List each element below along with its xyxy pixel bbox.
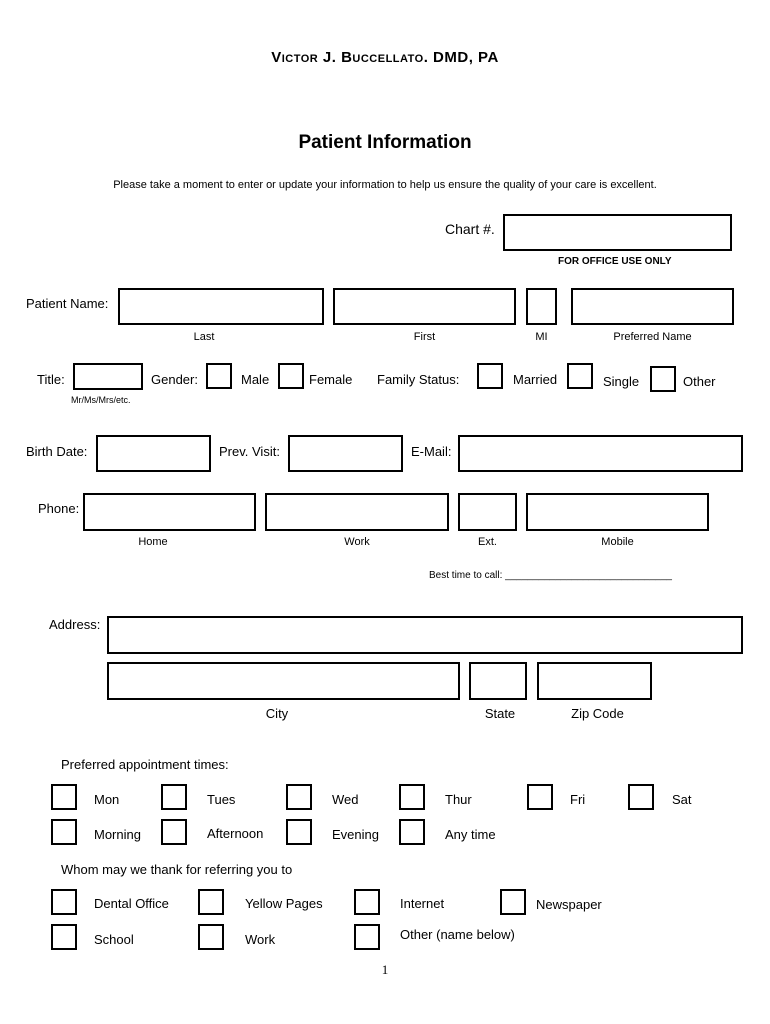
newspaper-label: Newspaper [536, 897, 602, 912]
school-label: School [94, 932, 134, 947]
school-checkbox[interactable] [51, 924, 77, 950]
single-label: Single [603, 374, 640, 389]
work-phone-field[interactable] [265, 493, 449, 531]
mon-checkbox[interactable] [51, 784, 77, 810]
intro-text: Please take a moment to enter or update your information to help us ensure the quality of your care is excellent. [113, 179, 657, 191]
dental-office-label: Dental Office [94, 896, 169, 911]
first-name-caption: First [413, 331, 436, 343]
ext-caption: Ext. [478, 536, 497, 548]
other-status-checkbox[interactable] [650, 366, 676, 392]
work-referral-label: Work [245, 932, 276, 947]
ext-field[interactable] [458, 493, 517, 531]
address-label: Address: [49, 617, 101, 632]
practice-name: Victor J. Buccellato. DMD, PA [271, 49, 499, 66]
prev-visit-field[interactable] [288, 435, 403, 472]
title-field[interactable] [73, 363, 143, 390]
evening-label: Evening [332, 827, 379, 842]
other-referral-label: Other (name below) [400, 927, 515, 942]
last-name-field[interactable] [118, 288, 324, 325]
street-address-field[interactable] [107, 616, 743, 654]
city-caption: City [265, 706, 289, 721]
married-checkbox[interactable] [477, 363, 503, 389]
page-number: 1 [381, 962, 389, 977]
email-label: E-Mail: [411, 444, 452, 459]
home-phone-field[interactable] [83, 493, 256, 531]
appointment-heading: Preferred appointment times: [61, 757, 229, 772]
dental-office-checkbox[interactable] [51, 889, 77, 915]
patient-name-label: Patient Name: [26, 296, 109, 311]
best-time-to-call: Best time to call: ______________________________ [429, 570, 672, 581]
evening-checkbox[interactable] [286, 819, 312, 845]
thur-checkbox[interactable] [399, 784, 425, 810]
internet-label: Internet [400, 896, 445, 911]
thur-label: Thur [445, 792, 472, 807]
yellow-pages-label: Yellow Pages [245, 896, 323, 911]
form-title: Patient Information [298, 132, 472, 153]
home-caption: Home [138, 536, 168, 548]
morning-checkbox[interactable] [51, 819, 77, 845]
wed-checkbox[interactable] [286, 784, 312, 810]
internet-checkbox[interactable] [354, 889, 380, 915]
afternoon-label: Afternoon [207, 826, 264, 841]
email-field[interactable] [458, 435, 743, 472]
state-caption: State [484, 706, 516, 721]
mi-caption: MI [535, 331, 548, 343]
mobile-phone-field[interactable] [526, 493, 709, 531]
fri-label: Fri [570, 792, 586, 807]
tues-label: Tues [207, 792, 236, 807]
work-caption: Work [344, 536, 370, 548]
tues-checkbox[interactable] [161, 784, 187, 810]
birth-date-field[interactable] [96, 435, 211, 472]
other-status-label: Other [683, 374, 716, 389]
first-name-field[interactable] [333, 288, 516, 325]
title-label: Title: [37, 372, 65, 387]
mon-label: Mon [94, 792, 120, 807]
morning-label: Morning [94, 827, 141, 842]
gender-label: Gender: [151, 372, 198, 387]
other-referral-checkbox[interactable] [354, 924, 380, 950]
family-status-label: Family Status: [377, 372, 460, 387]
single-checkbox[interactable] [567, 363, 593, 389]
state-field[interactable] [469, 662, 527, 700]
mobile-caption: Mobile [601, 536, 634, 548]
referral-heading: Whom may we thank for referring you to [61, 862, 293, 877]
office-use-note: FOR OFFICE USE ONLY [558, 256, 672, 267]
chart-number-field[interactable] [503, 214, 732, 251]
preferred-name-caption: Preferred Name [613, 331, 692, 343]
zip-code-field[interactable] [537, 662, 652, 700]
preferred-name-field[interactable] [571, 288, 734, 325]
zip-code-caption: Zip Code [571, 706, 624, 721]
title-hint: Mr/Ms/Mrs/etc. [71, 395, 131, 405]
last-name-caption: Last [193, 331, 215, 343]
work-referral-checkbox[interactable] [198, 924, 224, 950]
fri-checkbox[interactable] [527, 784, 553, 810]
male-label: Male [241, 372, 270, 387]
newspaper-checkbox[interactable] [500, 889, 526, 915]
sat-checkbox[interactable] [628, 784, 654, 810]
any-time-label: Any time [445, 827, 496, 842]
chart-number-label: Chart #. [445, 221, 495, 237]
birth-date-label: Birth Date: [26, 444, 88, 459]
female-label: Female [309, 372, 353, 387]
middle-initial-field[interactable] [526, 288, 557, 325]
city-field[interactable] [107, 662, 460, 700]
wed-label: Wed [332, 792, 359, 807]
yellow-pages-checkbox[interactable] [198, 889, 224, 915]
prev-visit-label: Prev. Visit: [219, 444, 280, 459]
sat-label: Sat [672, 792, 692, 807]
phone-label: Phone: [38, 501, 80, 516]
afternoon-checkbox[interactable] [161, 819, 187, 845]
female-checkbox[interactable] [278, 363, 304, 389]
male-checkbox[interactable] [206, 363, 232, 389]
any-time-checkbox[interactable] [399, 819, 425, 845]
married-label: Married [513, 372, 558, 387]
